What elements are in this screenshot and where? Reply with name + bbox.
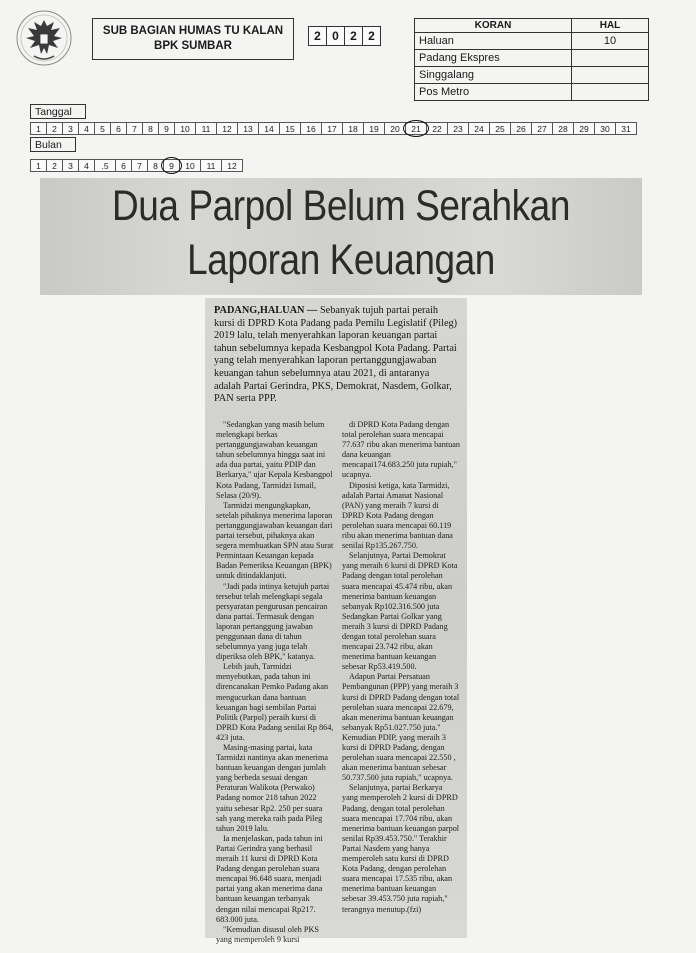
day-cell: 10: [174, 122, 196, 135]
year-digit: 2: [344, 26, 363, 46]
article-paragraph: Lebih jauh, Tarmidzi menyebutkan, pada tahun ini direncanakan Pemko Padang akan mengucurkan dana bantuan keuangan bagi sembilan Partai Politik (Parpol) peraih kursi di DPRD Kota Padang senilai Rp 864, 423 juta.: [216, 662, 334, 742]
day-cell: 4: [78, 122, 95, 135]
year-digit: 2: [362, 26, 381, 46]
month-cell: 12: [221, 159, 243, 172]
day-cell: 29: [573, 122, 595, 135]
article-paragraph: Ia menjelaskan, pada tahun ini Partai Gerindra yang berhasil meraih 11 kursi di DPRD Kota Padang dengan perolehan suara mencapai 96.648 suara, menjadi partai yang akan menerima dana bantuan keuangan terbanyak dengan nilai mencapai Rp217. 683.000 juta.: [216, 833, 323, 924]
koran-name: Padang Ekspres: [415, 50, 572, 67]
article-paragraph: di DPRD Kota Padang dengan total perolehan suara mencapai 77.637 ribu akan menerima bantuan dana keuangan mencapai174.683.250 juta rupiah," ucapnya.: [342, 420, 460, 480]
day-cell: 18: [342, 122, 364, 135]
article-paragraph: Diposisi ketiga, kata Tarmidzi, adalah Partai Amanat Nasional (PAN) yang meraih 7 kursi di DPRD Kota Padang dengan perolehan suara mencapai 60.119 ribu akan menerima bantuan dana senilai Rp135.267.750.: [342, 480, 453, 551]
day-cell: 9: [158, 122, 175, 135]
month-cell: 9: [163, 159, 180, 172]
day-cell: 14: [258, 122, 280, 135]
month-cell: 6: [115, 159, 132, 172]
day-cell: 19: [363, 122, 385, 135]
article-paragraph: Adapun Partai Persatuan Pembangunan (PPP) yang meraih 3 kursi di DPRD Padang dengan total perolehan suara mencapai 22.679, akan menerima bantuan keuangan sebanyak Rp51.027.750 juta." Kemudian PDIP, yang meraih 3 kursi di DPRD Padang, dengan perolehan suara mencapai 22.550 , akan menerima bantuan sebesar 50.737.500 juta rupiah," ucapnya.: [342, 672, 460, 783]
headline-line-1: Dua Parpol Belum Serahkan: [112, 182, 570, 230]
table-row: [415, 33, 649, 50]
month-cell: 2: [46, 159, 63, 172]
day-cell: 7: [126, 122, 143, 135]
table-row: [415, 50, 649, 67]
article-column-left: [216, 420, 334, 945]
month-cell: 10: [179, 159, 201, 172]
tanggal-label: Tanggal: [30, 104, 86, 119]
day-cell: 20: [384, 122, 406, 135]
table-row: [415, 84, 649, 101]
day-cell: 16: [300, 122, 322, 135]
hal-header: HAL: [572, 19, 649, 33]
article-lead: [214, 305, 458, 406]
garuda-emblem-icon: [14, 8, 74, 70]
month-cell: 8: [147, 159, 164, 172]
day-cell: 17: [321, 122, 343, 135]
koran-hal: [572, 50, 649, 67]
article-paragraph: Selanjutnya, Partai Demokrat yang meraih 6 kursi di DPRD Kota Padang dengan total perolehan suara mencapai 45.474 ribu, akan menerima bantuan keuangan sebanyak Rp102.316.500 juta Sedangkan Partai Golkar yang meraih 3 kursi di DPRD Padang dengan total perolehan suara mencapai 23.742 ribu, akan menerima bantuan keuangan sebesar Rp53.419.500.: [342, 551, 458, 672]
month-cell: 11: [200, 159, 222, 172]
day-cell: 27: [531, 122, 553, 135]
unit-line-1: SUB BAGIAN HUMAS TU KALAN: [102, 25, 284, 37]
koran-name: Haluan: [415, 33, 572, 50]
month-cell: .5: [94, 159, 116, 172]
month-cell: 7: [131, 159, 148, 172]
day-cell: 31: [615, 122, 637, 135]
article-paragraph: "Jadi pada intinya ketujuh partai tersebut telah melengkapi segala persyaratan pengurusan pencairan dana partai. Termasuk dengan laporan pertanggung jawaban penggunaan dana di tahun sebelumnya yang juga telah diperiksa oleh BPK," katanya.: [216, 581, 330, 662]
unit-line-2: BPK SUMBAR: [154, 40, 232, 52]
day-cell: 24: [468, 122, 490, 135]
article-paragraph: "Sedangkan yang masih belum melengkapi berkas pertanggungjawaban keuangan tahun sebelumnya hingga saat ini ada dua partai, yaitu PDIP dan Berkarya," ujar Kepala Kesbangpol Kota Padang, Tarmidzi Ismail, Selasa (20/9).: [216, 420, 333, 500]
koran-header: KORAN: [415, 19, 572, 33]
year-digit: 0: [326, 26, 345, 46]
day-cell: 21: [405, 122, 427, 135]
article-paragraph: Selanjutnya, partai Berkarya yang memperoleh 2 kursi di DPRD Padang, dengan total perolehan suara mencapai 17.704 ribu, akan menerima bantuan keuangan parpol senilai Rp39.453.750." Terakhir Partai Nasdem yang hanya memperoleh satu kursi di DPRD Kota Padang, dengan perolehan suara mencapai 17.535 ribu, akan menerima bantuan keuangan sebesar 39.453.750 juta rupiah," terangnya menutup.(fzi): [342, 783, 460, 914]
article-paragraph: Masing-masing partai, kata Tarmidzi nantinya akan menerima bantuan keuangan dengan jumlah yang berbeda sesuai dengan Peraturan Walikota (Perwako) Padang nomor 218 tahun 2022 yaitu sebesar Rp2. 250 per suara sah yang mereka raih pada Pileg tahun 2019 lalu.: [216, 743, 328, 833]
day-cell: 30: [594, 122, 616, 135]
day-cell: 8: [142, 122, 159, 135]
day-cell: 1: [30, 122, 47, 135]
day-cell: 13: [237, 122, 259, 135]
koran-hal: [572, 67, 649, 84]
koran-hal: [572, 84, 649, 101]
headline-line-2: Laporan Keuangan: [187, 236, 495, 284]
koran-name: Pos Metro: [415, 84, 572, 101]
day-cell: 28: [552, 122, 574, 135]
lead-text: Sebanyak tujuh partai peraih kursi di DPRD Kota Padang pada Pemilu Legislatif (Pileg) 2019 lalu, telah menyerahkan laporan keuangan partai tahun sebelumnya kepada Kesbangpol Kota Padang. Partai yang telah menyerahkan laporan pertanggungjawaban keuangan tahun sebelumnya atau 2021, di antaranya adalah Partai Gerindra, PKS, Demokrat, Nasdem, Golkar, PAN serta PPP.: [214, 305, 458, 405]
year-digit: 2: [308, 26, 327, 46]
bulan-label: Bulan: [30, 137, 76, 152]
unit-box: [92, 18, 294, 60]
day-cells: [30, 122, 636, 135]
month-cell: 4: [78, 159, 95, 172]
day-cell: 23: [447, 122, 469, 135]
table-row: [415, 67, 649, 84]
article-column-right: [342, 420, 460, 915]
month-cell: 1: [30, 159, 47, 172]
dateline: PADANG,HALUAN —: [214, 305, 318, 316]
article-paragraph: "Kemudian disusul oleh PKS yang memperoleh 9 kursi: [216, 924, 319, 944]
day-cell: 25: [489, 122, 511, 135]
day-cell: 2: [46, 122, 63, 135]
year-box: [308, 26, 380, 46]
month-cells: [30, 159, 242, 172]
month-cell: 3: [62, 159, 79, 172]
day-cell: 26: [510, 122, 532, 135]
day-cell: 12: [216, 122, 238, 135]
koran-hal: 10: [572, 33, 649, 50]
day-cell: 22: [426, 122, 448, 135]
day-cell: 5: [94, 122, 111, 135]
day-cell: 11: [195, 122, 217, 135]
koran-table: [414, 18, 649, 101]
day-cell: 3: [62, 122, 79, 135]
day-cell: 15: [279, 122, 301, 135]
day-cell: 6: [110, 122, 127, 135]
article-paragraph: Tarmidzi mengungkapkan, setelah pihaknya menerima laporan pertanggungjawaban keuangan dari partai tersebut, pihaknya akan segera membuatkan SPN atau Surat Permintaan Keuangan kepada Badan Pemeriksa Keuangan (BPK) untuk ditindaklanjuti.: [216, 500, 334, 581]
koran-name: Singgalang: [415, 67, 572, 84]
